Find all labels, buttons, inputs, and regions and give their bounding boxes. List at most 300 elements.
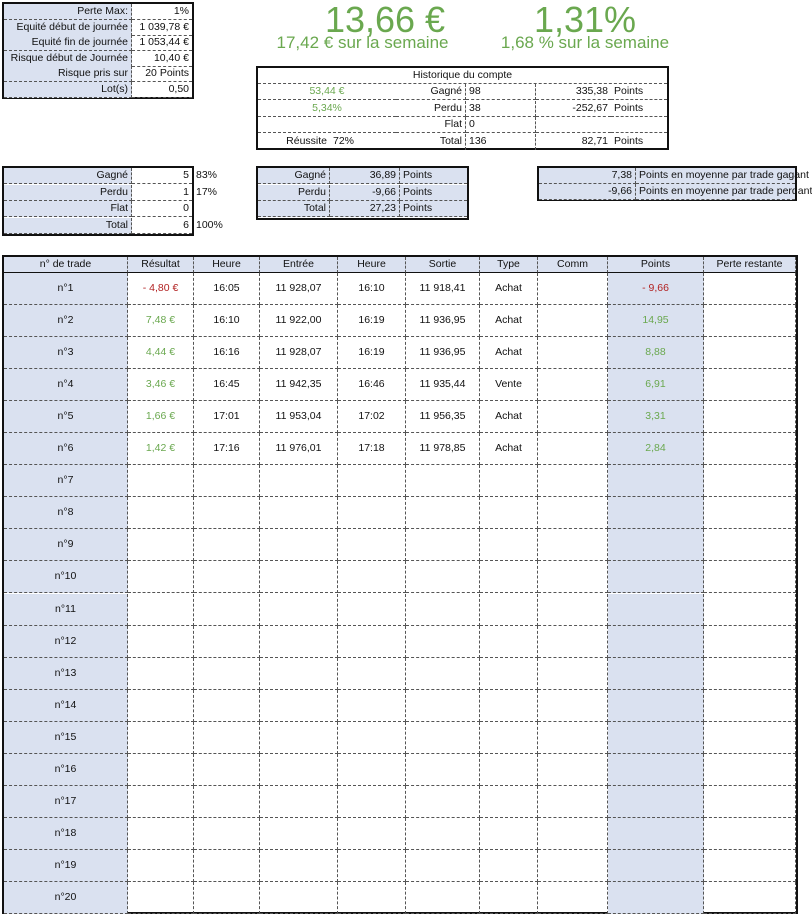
- day-stats-value: 0: [132, 201, 192, 217]
- trade-remaining-loss[interactable]: [704, 529, 796, 561]
- weekly-gain-pct: 1,68 % sur la semaine: [500, 33, 670, 52]
- trade-comm[interactable]: [538, 882, 608, 914]
- trade-points[interactable]: 2,84: [608, 433, 704, 465]
- table-row: [4, 561, 796, 593]
- history-total-count: 136: [466, 134, 536, 150]
- trade-entry-price[interactable]: [260, 594, 338, 626]
- history-row-amount: 5,34%: [258, 101, 396, 117]
- day-points-label: Perdu: [258, 185, 330, 201]
- day-points-value: -9,66: [330, 185, 400, 201]
- trade-exit-price[interactable]: [406, 465, 480, 497]
- trade-points[interactable]: 8,88: [608, 337, 704, 369]
- param-value: 0,50: [132, 82, 192, 98]
- trade-points[interactable]: [608, 626, 704, 658]
- trade-exit-time[interactable]: [338, 529, 406, 561]
- history-row-unit: Points: [611, 101, 667, 117]
- trade-remaining-loss[interactable]: [704, 497, 796, 529]
- trade-points[interactable]: 6,91: [608, 369, 704, 401]
- trade-remaining-loss[interactable]: [704, 850, 796, 882]
- trade-entry-price[interactable]: [260, 465, 338, 497]
- trade-result[interactable]: [128, 722, 194, 754]
- trade-type[interactable]: [480, 594, 538, 626]
- trade-entry-time[interactable]: [194, 722, 260, 754]
- trade-entry-price[interactable]: [260, 882, 338, 914]
- trade-number: n°16: [4, 754, 128, 786]
- trade-remaining-loss[interactable]: [704, 722, 796, 754]
- trade-type[interactable]: [480, 690, 538, 722]
- trade-entry-time[interactable]: [194, 465, 260, 497]
- trade-result[interactable]: [128, 465, 194, 497]
- param-label: Risque pris sur: [4, 66, 132, 82]
- trade-number: n°3: [4, 337, 128, 369]
- trade-result[interactable]: [128, 529, 194, 561]
- day-points-unit: Points: [400, 168, 467, 184]
- history-title: Historique du compte: [258, 68, 667, 84]
- trade-comm[interactable]: [538, 529, 608, 561]
- trades-header-cell: Type: [480, 257, 538, 273]
- trade-exit-time[interactable]: 16:19: [338, 337, 406, 369]
- history-row-count: 0: [466, 117, 536, 133]
- trade-entry-price[interactable]: [260, 818, 338, 850]
- trade-exit-price[interactable]: [406, 882, 480, 914]
- trade-remaining-loss[interactable]: [704, 273, 796, 305]
- trade-type[interactable]: [480, 850, 538, 882]
- trade-exit-price[interactable]: 11 918,41: [406, 273, 480, 305]
- trade-number: n°9: [4, 529, 128, 561]
- trade-entry-time[interactable]: 17:01: [194, 401, 260, 433]
- param-value: 10,40 €: [132, 51, 192, 67]
- trade-entry-price[interactable]: [260, 690, 338, 722]
- trade-exit-time[interactable]: 16:46: [338, 369, 406, 401]
- trade-exit-time[interactable]: [338, 465, 406, 497]
- trades-header-cell: Perte restante: [704, 257, 796, 273]
- table-row: [4, 690, 796, 722]
- trade-number: n°1: [4, 273, 128, 305]
- trade-entry-time[interactable]: [194, 594, 260, 626]
- trade-number: n°19: [4, 850, 128, 882]
- day-stats-pct: 83%: [196, 169, 218, 181]
- trade-exit-price[interactable]: [406, 626, 480, 658]
- trade-entry-price[interactable]: 11 928,07: [260, 337, 338, 369]
- trade-entry-price[interactable]: [260, 658, 338, 690]
- trade-entry-price[interactable]: 11 976,01: [260, 433, 338, 465]
- trade-exit-time[interactable]: [338, 626, 406, 658]
- trade-entry-time[interactable]: 16:05: [194, 273, 260, 305]
- trade-exit-price[interactable]: [406, 561, 480, 593]
- history-row-unit: [611, 117, 667, 133]
- trade-type[interactable]: Achat: [480, 273, 538, 305]
- history-row-points: 335,38: [536, 84, 611, 100]
- trade-number: n°14: [4, 690, 128, 722]
- trade-result[interactable]: [128, 594, 194, 626]
- trades-header-cell: Heure: [194, 257, 260, 273]
- table-row: [4, 722, 796, 754]
- table-row: [4, 369, 796, 401]
- table-row: [4, 786, 796, 818]
- trade-type[interactable]: [480, 465, 538, 497]
- table-row: [4, 529, 796, 561]
- day-points-unit: Points: [400, 185, 467, 201]
- trade-exit-time[interactable]: [338, 882, 406, 914]
- trade-entry-time[interactable]: [194, 850, 260, 882]
- trade-number: n°13: [4, 658, 128, 690]
- table-row: [4, 594, 796, 626]
- table-row: [4, 882, 796, 914]
- trade-exit-time[interactable]: 16:19: [338, 305, 406, 337]
- trade-entry-time[interactable]: [194, 690, 260, 722]
- trade-remaining-loss[interactable]: [704, 594, 796, 626]
- trade-number: n°18: [4, 818, 128, 850]
- trade-number: n°20: [4, 882, 128, 914]
- day-stats-pct: 100%: [196, 218, 223, 231]
- trade-exit-price[interactable]: 11 978,85: [406, 433, 480, 465]
- trade-entry-price[interactable]: [260, 626, 338, 658]
- trade-type[interactable]: [480, 818, 538, 850]
- day-points-panel: [256, 166, 469, 220]
- trade-entry-time[interactable]: 16:10: [194, 305, 260, 337]
- averages-panel: [537, 166, 812, 201]
- table-row: [4, 273, 796, 305]
- trade-points[interactable]: [608, 690, 704, 722]
- trade-result[interactable]: 1,66 €: [128, 401, 194, 433]
- history-row-count: 38: [466, 101, 536, 117]
- trade-exit-time[interactable]: [338, 722, 406, 754]
- day-stats-label: Perdu: [4, 185, 132, 201]
- day-points-value: 36,89: [330, 168, 400, 184]
- trade-points[interactable]: [608, 818, 704, 850]
- trade-type[interactable]: [480, 658, 538, 690]
- trade-result[interactable]: 3,46 €: [128, 369, 194, 401]
- trade-remaining-loss[interactable]: [704, 882, 796, 914]
- trade-points[interactable]: - 9,66: [608, 273, 704, 305]
- trade-type[interactable]: [480, 786, 538, 818]
- trade-type[interactable]: [480, 529, 538, 561]
- trade-entry-price[interactable]: [260, 786, 338, 818]
- trade-comm[interactable]: [538, 401, 608, 433]
- trades-header-cell: Heure: [338, 257, 406, 273]
- trade-entry-price[interactable]: [260, 850, 338, 882]
- trade-result[interactable]: [128, 786, 194, 818]
- history-row-label: Gagné: [396, 84, 466, 100]
- trades-header-cell: n° de trade: [4, 257, 128, 273]
- account-history-panel: [256, 66, 669, 150]
- trades-header-cell: Sortie: [406, 257, 480, 273]
- table-row: [4, 754, 796, 786]
- trade-exit-time[interactable]: [338, 594, 406, 626]
- table-row: [4, 401, 796, 433]
- trade-type[interactable]: [480, 882, 538, 914]
- trade-remaining-loss[interactable]: [704, 786, 796, 818]
- trade-type[interactable]: Achat: [480, 337, 538, 369]
- trade-entry-time[interactable]: [194, 818, 260, 850]
- day-points-unit: Points: [400, 201, 467, 217]
- trade-result[interactable]: [128, 561, 194, 593]
- trade-comm[interactable]: [538, 786, 608, 818]
- trade-result[interactable]: [128, 850, 194, 882]
- param-value: 1%: [132, 4, 192, 20]
- average-text: Points en moyenne par trade gagant: [636, 168, 795, 184]
- average-value: 7,38: [539, 168, 636, 184]
- trades-header-row: [4, 257, 796, 273]
- trade-number: n°2: [4, 305, 128, 337]
- day-points-label: Gagné: [258, 168, 330, 184]
- trade-entry-time[interactable]: 17:16: [194, 433, 260, 465]
- trades-header-cell: Comm: [538, 257, 608, 273]
- history-row-amount: 53,44 €: [258, 84, 396, 100]
- trade-comm[interactable]: [538, 626, 608, 658]
- trade-comm[interactable]: [538, 305, 608, 337]
- trade-comm[interactable]: [538, 658, 608, 690]
- trade-number: n°5: [4, 401, 128, 433]
- history-row-amount: [258, 117, 396, 133]
- history-row-points: -252,67: [536, 101, 611, 117]
- trade-entry-time[interactable]: [194, 882, 260, 914]
- trade-entry-time[interactable]: [194, 658, 260, 690]
- trade-points[interactable]: [608, 786, 704, 818]
- trade-remaining-loss[interactable]: [704, 690, 796, 722]
- param-value: 20 Points: [132, 66, 192, 82]
- trade-remaining-loss[interactable]: [704, 465, 796, 497]
- trade-points[interactable]: [608, 722, 704, 754]
- trade-exit-time[interactable]: [338, 561, 406, 593]
- trade-comm[interactable]: [538, 754, 608, 786]
- day-stats-value: 5: [132, 168, 192, 184]
- trade-result[interactable]: - 4,80 €: [128, 273, 194, 305]
- trade-type[interactable]: [480, 561, 538, 593]
- trade-comm[interactable]: [538, 433, 608, 465]
- trade-exit-price[interactable]: [406, 497, 480, 529]
- trade-entry-price[interactable]: [260, 529, 338, 561]
- trade-result[interactable]: 7,48 €: [128, 305, 194, 337]
- trade-entry-time[interactable]: 16:45: [194, 369, 260, 401]
- trade-entry-time[interactable]: [194, 497, 260, 529]
- day-points-value: 27,23: [330, 201, 400, 217]
- day-stats-pct: 17%: [196, 185, 218, 198]
- trade-remaining-loss[interactable]: [704, 658, 796, 690]
- trade-comm[interactable]: [538, 818, 608, 850]
- trade-type[interactable]: [480, 497, 538, 529]
- trade-entry-time[interactable]: [194, 754, 260, 786]
- param-value: 1 053,44 €: [132, 35, 192, 51]
- day-stats-panel: [2, 166, 194, 236]
- trade-comm[interactable]: [538, 850, 608, 882]
- param-label: Perte Max:: [4, 4, 132, 20]
- trade-comm[interactable]: [538, 337, 608, 369]
- trade-result[interactable]: 1,42 €: [128, 433, 194, 465]
- day-stats-label: Total: [4, 218, 132, 234]
- trade-result[interactable]: 4,44 €: [128, 337, 194, 369]
- trade-remaining-loss[interactable]: [704, 305, 796, 337]
- trade-result[interactable]: [128, 497, 194, 529]
- trade-number: n°12: [4, 626, 128, 658]
- table-row: [4, 626, 796, 658]
- trade-exit-time[interactable]: [338, 850, 406, 882]
- table-row: [4, 465, 796, 497]
- trade-remaining-loss[interactable]: [704, 369, 796, 401]
- trade-exit-price[interactable]: [406, 594, 480, 626]
- trade-exit-price[interactable]: [406, 658, 480, 690]
- trades-table: [2, 255, 798, 914]
- trade-comm[interactable]: [538, 369, 608, 401]
- trade-result[interactable]: [128, 882, 194, 914]
- trade-points[interactable]: [608, 882, 704, 914]
- trade-entry-time[interactable]: 16:16: [194, 337, 260, 369]
- day-stats-value: 1: [132, 185, 192, 201]
- trade-type[interactable]: [480, 626, 538, 658]
- trade-exit-price[interactable]: [406, 850, 480, 882]
- trade-exit-time[interactable]: [338, 786, 406, 818]
- table-row: [4, 337, 796, 369]
- trade-points[interactable]: [608, 850, 704, 882]
- trade-points[interactable]: [608, 754, 704, 786]
- trade-exit-price[interactable]: [406, 754, 480, 786]
- trade-number: n°17: [4, 786, 128, 818]
- trade-remaining-loss[interactable]: [704, 626, 796, 658]
- trade-result[interactable]: [128, 818, 194, 850]
- trade-comm[interactable]: [538, 465, 608, 497]
- trade-points[interactable]: [608, 594, 704, 626]
- average-text: Points en moyenne par trade perdant: [636, 184, 795, 200]
- param-label: Equité fin de journée: [4, 35, 132, 51]
- trade-remaining-loss[interactable]: [704, 818, 796, 850]
- table-row: [4, 433, 796, 465]
- table-row: [4, 818, 796, 850]
- trade-exit-price[interactable]: [406, 818, 480, 850]
- trade-comm[interactable]: [538, 690, 608, 722]
- trade-entry-price[interactable]: [260, 754, 338, 786]
- table-row: [4, 850, 796, 882]
- trade-type[interactable]: Achat: [480, 433, 538, 465]
- table-row: [4, 497, 796, 529]
- trade-result[interactable]: [128, 754, 194, 786]
- trades-header-cell: Résultat: [128, 257, 194, 273]
- trade-remaining-loss[interactable]: [704, 754, 796, 786]
- trade-entry-time[interactable]: [194, 626, 260, 658]
- trade-exit-time[interactable]: [338, 754, 406, 786]
- trade-number: n°6: [4, 433, 128, 465]
- trade-number: n°11: [4, 594, 128, 626]
- history-row-count: 98: [466, 84, 536, 100]
- history-total-label: Total: [396, 134, 466, 150]
- history-row-label: Flat: [396, 117, 466, 133]
- trade-result[interactable]: [128, 658, 194, 690]
- day-points-label: Total: [258, 201, 330, 217]
- day-stats-pct: [193, 201, 243, 217]
- trade-result[interactable]: [128, 690, 194, 722]
- history-total-unit: Points: [614, 134, 644, 147]
- trade-comm[interactable]: [538, 722, 608, 754]
- trade-comm[interactable]: [538, 561, 608, 593]
- trade-points[interactable]: [608, 658, 704, 690]
- trade-exit-time[interactable]: 17:18: [338, 433, 406, 465]
- trade-entry-price[interactable]: 11 953,04: [260, 401, 338, 433]
- trade-number: n°10: [4, 561, 128, 593]
- trade-exit-price[interactable]: 11 935,44: [406, 369, 480, 401]
- trade-points[interactable]: 3,31: [608, 401, 704, 433]
- trade-entry-time[interactable]: [194, 529, 260, 561]
- trade-exit-price[interactable]: [406, 722, 480, 754]
- trade-remaining-loss[interactable]: [704, 337, 796, 369]
- trade-comm[interactable]: [538, 497, 608, 529]
- trade-entry-price[interactable]: [260, 497, 338, 529]
- trade-remaining-loss[interactable]: [704, 561, 796, 593]
- trade-exit-time[interactable]: [338, 690, 406, 722]
- history-row-unit: Points: [611, 84, 667, 100]
- trade-exit-time[interactable]: [338, 658, 406, 690]
- param-label: Lot(s): [4, 82, 132, 98]
- trade-entry-price[interactable]: 11 928,07: [260, 273, 338, 305]
- trade-exit-time[interactable]: [338, 818, 406, 850]
- trade-entry-price[interactable]: 11 942,35: [260, 369, 338, 401]
- trade-number: n°8: [4, 497, 128, 529]
- params-panel: [2, 2, 194, 99]
- trade-entry-time[interactable]: [194, 561, 260, 593]
- trade-type[interactable]: Achat: [480, 401, 538, 433]
- trade-number: n°15: [4, 722, 128, 754]
- history-row-points: [536, 117, 611, 133]
- trade-type[interactable]: [480, 722, 538, 754]
- trade-exit-time[interactable]: 17:02: [338, 401, 406, 433]
- trade-points[interactable]: [608, 529, 704, 561]
- average-value: -9,66: [539, 184, 636, 200]
- history-reussite-label: Réussite: [286, 134, 327, 147]
- day-stats-value: 6: [132, 218, 192, 234]
- param-label: Risque début de Journée: [4, 51, 132, 67]
- trade-type[interactable]: Vente: [480, 369, 538, 401]
- trades-header-cell: Entrée: [260, 257, 338, 273]
- trade-remaining-loss[interactable]: [704, 401, 796, 433]
- trade-points[interactable]: [608, 465, 704, 497]
- day-stats-label: Gagné: [4, 168, 132, 184]
- param-value: 1 039,78 €: [132, 20, 192, 36]
- trade-type[interactable]: [480, 754, 538, 786]
- trade-result[interactable]: [128, 626, 194, 658]
- trade-exit-price[interactable]: 11 956,35: [406, 401, 480, 433]
- trade-points[interactable]: [608, 497, 704, 529]
- trade-exit-price[interactable]: 11 936,95: [406, 305, 480, 337]
- trade-exit-price[interactable]: [406, 786, 480, 818]
- trade-entry-price[interactable]: 11 922,00: [260, 305, 338, 337]
- trade-exit-price[interactable]: [406, 690, 480, 722]
- trade-remaining-loss[interactable]: [704, 433, 796, 465]
- table-row: [4, 658, 796, 690]
- daily-gain-pct: 1,31%: [533, 0, 637, 40]
- trade-exit-price[interactable]: [406, 529, 480, 561]
- trades-header-cell: Points: [608, 257, 704, 273]
- table-row: [4, 305, 796, 337]
- trade-points[interactable]: [608, 561, 704, 593]
- trade-entry-time[interactable]: [194, 786, 260, 818]
- trade-exit-time[interactable]: 16:10: [338, 273, 406, 305]
- day-stats-label: Flat: [4, 201, 132, 217]
- history-total-points: 82,71: [581, 134, 608, 147]
- trade-comm[interactable]: [538, 273, 608, 305]
- param-label: Equité début de journée: [4, 20, 132, 36]
- trade-entry-price[interactable]: [260, 722, 338, 754]
- trade-points[interactable]: 14,95: [608, 305, 704, 337]
- history-row-label: Perdu: [396, 101, 466, 117]
- trade-comm[interactable]: [538, 594, 608, 626]
- trade-number: n°4: [4, 369, 128, 401]
- weekly-gain-eur: 17,42 € sur la semaine: [276, 33, 449, 52]
- daily-gain-eur: 13,66 €: [324, 0, 446, 40]
- trade-entry-price[interactable]: [260, 561, 338, 593]
- trade-exit-time[interactable]: [338, 497, 406, 529]
- trade-type[interactable]: Achat: [480, 305, 538, 337]
- history-reussite-value: 72%: [333, 134, 355, 147]
- trade-exit-price[interactable]: 11 936,95: [406, 337, 480, 369]
- trade-number: n°7: [4, 465, 128, 497]
